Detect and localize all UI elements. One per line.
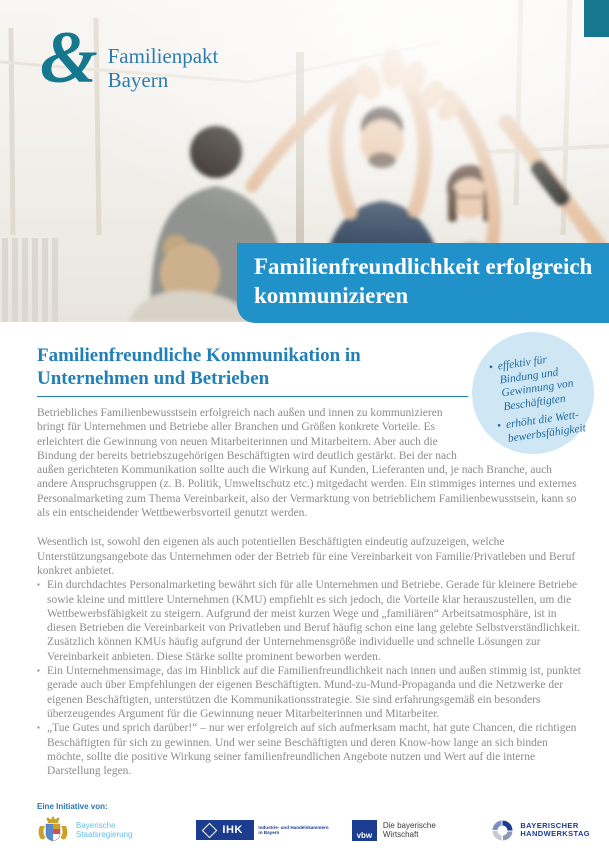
bullet-item: ▪ „Tue Gutes und sprich darüber!“ – nur wer erfolgreich auf sich aufmerksam macht, hat gute Chancen, die richtigen Beschäftigten für sich zu gewinnen. Und wer seine Beschäftigten und deren Know-how lange an sich binden möchte, sollte die positive Wirkung seiner familienfreundlichen Angebote nutzen und Wert auf die interne Darstellung legen. (37, 721, 582, 778)
partner-logos (37, 816, 590, 844)
benefits-badge (468, 328, 598, 458)
handwerkstag-label: BAYERISCHER HANDWERKSTAG (520, 820, 590, 838)
benefit-item: • erhöht die Wett-bewerbsfähigkeit (496, 408, 591, 448)
vbw-icon: vbw (352, 820, 377, 841)
brand-name (108, 44, 219, 92)
familienpakt-logo (40, 18, 218, 98)
ihk-label: Industrie- und Handelskammern in Bayern (258, 824, 329, 835)
logo-bayerische-staatsregierung (37, 816, 196, 844)
bullet-item: ▪ Ein durchdachtes Personalmarketing bewährt sich für alle Unternehmen und Betriebe. Gerade für kleinere Betriebe sowie kleine und mittlere Unternehmen (KMU) empfiehlt es sich jedoch, die Vorteile klar herauszustellen, um die Wettbewerbsfähigkeit zu steigern. Aufgrund der meist kurzen Wege und „familiären“ Arbeitsatmosphäre, ist in diesen Betrieben die Vereinbarkeit von Privatleben und Beruf häufig schon eine lang gelebte Selbstverständlichkeit. Zusätzlich können KMUs häufig aufgrund der Unternehmensgröße individuelle und schnelle Lösungen zur Vereinbarkeit anbieten. Diese Stärke sollte prominent beworben werden. (37, 578, 582, 664)
paragraph: Wesentlich ist, sowohl den eigenen als auch potentiellen Beschäftigten eindeutig aufzuzeigen, welche Unterstützungsangebote das Unternehmen oder der Betrieb für eine Vereinbarkeit von Familie/Privatleben und Beruf konkret anbietet. (37, 536, 576, 577)
vbw-label: Die bayerische Wirtschaft (382, 820, 436, 839)
document-title: Familienfreundlichkeit erfolgreich kommunizieren (254, 254, 593, 308)
footer (37, 802, 590, 844)
bullet-item: ▪ Ein Unternehmensimage, das im Hinblick auf die Familienfreundlichkeit nach innen und außen stimmig ist, punktet gerade auch über Empfehlungen der eigenen Beschäftigten. Mund-zu-Mund-Propaganda und die Netzwerke der eigenen Beschäftigten, unterstützen die Kommunikationsstrategie. Sie sind erfahrungsgemäß ein besonders überzeugendes Argument für die Gewinnung neuer Mitarbeiterinnen und Mitarbeiter. (37, 664, 582, 721)
ihk-icon: IHK (196, 820, 254, 840)
brand-name-line2: Bayern (107, 68, 169, 92)
benefit-item: • effektiv für Bindung und Gewinnung von Beschäftigten (488, 349, 587, 415)
corner-accent (584, 0, 609, 37)
logo-bayerischer-handwerkstag (491, 819, 590, 842)
initiative-label: Eine Initiative von: (37, 802, 108, 811)
bavaria-crest-icon (37, 816, 69, 844)
title-banner (237, 243, 609, 323)
handwerkstag-icon (491, 819, 514, 842)
benefits-list (465, 324, 601, 450)
ampersand-logo-mark: & (40, 17, 98, 99)
bullet-list (37, 578, 582, 778)
brand-name-line1: Familienpakt (107, 44, 219, 68)
ihk-diamond-icon (202, 822, 218, 838)
logo-ihk (196, 820, 351, 840)
staatsregierung-label: Bayerische Staatsregierung (76, 821, 133, 839)
logo-vbw (352, 820, 491, 841)
paragraph: Betriebliches Familienbewusstsein erfolgreich nach außen und innen zu kommunizieren bringt für Unternehmen und Betriebe aller Branchen und Größen konkrete Vorteile. Es erleichtert die Gewinnung von neuen Mitarbeiterinnen und Mitarbeitern. Aber auch die Bindung der bereits betriebszugehörigen Beschäftigten wird deutlich gestärkt. Bei der nach außen gerichteten Kommunikation sollte auch die Wirkung auf Kunden, Lieferanten und, je nach Branche, auch andere Anspruchsgruppen (z. B. Politik, Umweltschutz etc.) mitgedacht werden. Ein stimmiges internes und externes Personalmarketing zum Thema Vereinbarkeit, also der Vermarktung von betrieblichem Familienbewusstsein, kann so als ein entscheidender Wettbewerbsvorteil genutzt werden. (37, 407, 577, 520)
section-heading: Familienfreundliche Kommunikation in Unternehmen und Betrieben (37, 345, 361, 389)
